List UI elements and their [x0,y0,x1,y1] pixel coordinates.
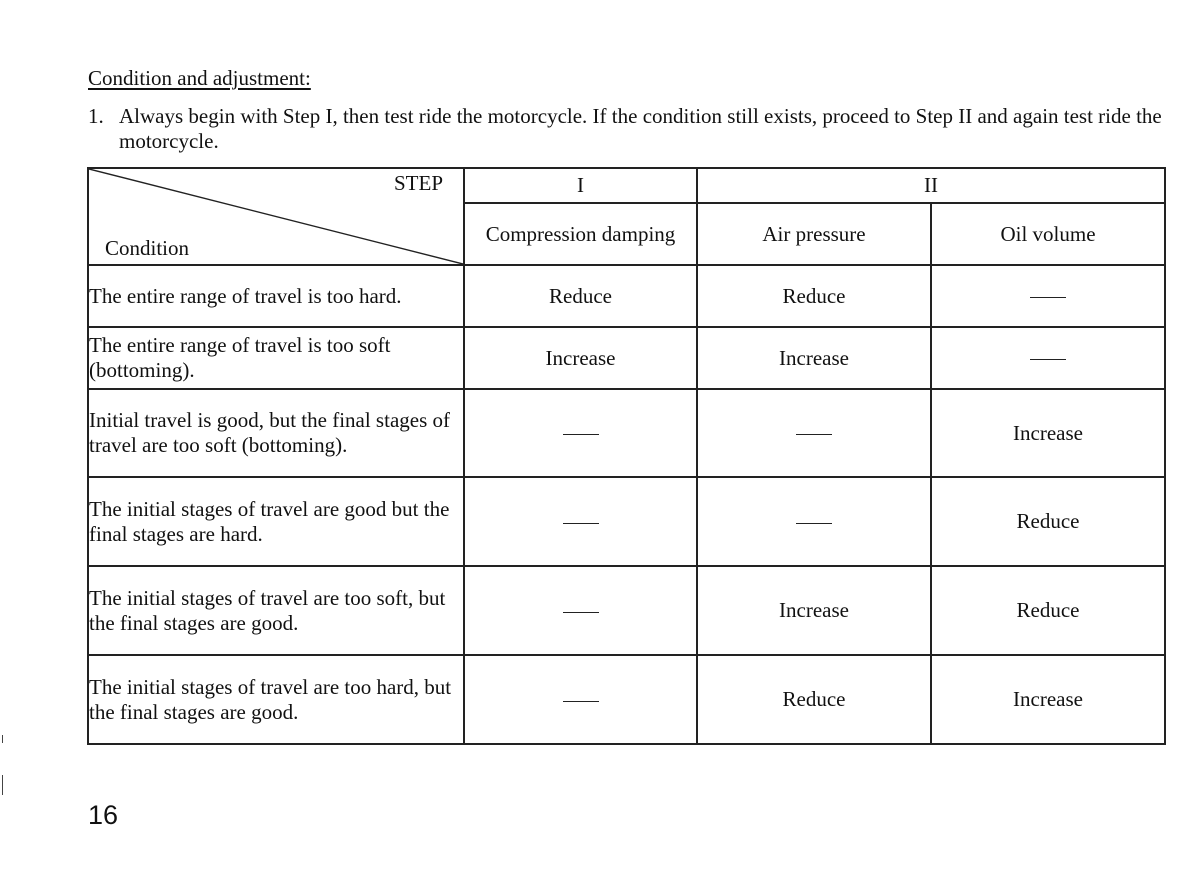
step-one-header: I [464,168,697,203]
oil-cell: Increase [931,655,1165,744]
condition-cell: The entire range of travel is too soft (bottoming). [88,327,464,389]
compression-cell: Increase [464,327,697,389]
air-cell: Increase [697,327,931,389]
no-adjustment-dash [563,434,599,435]
table-row [88,265,1165,327]
compression-cell [464,477,697,566]
adjustment-table [87,167,1166,745]
oil-volume-header: Oil volume [931,203,1165,265]
condition-cell: The initial stages of travel are too hard, but the final stages are good. [88,655,464,744]
no-adjustment-dash [1030,359,1066,360]
page-number: 16 [88,800,119,830]
condition-label: Condition [105,236,190,260]
edge-mark [2,735,3,743]
compression-cell [464,655,697,744]
instruction-number: 1. [88,104,104,128]
no-adjustment-dash [1030,297,1066,298]
section-heading: Condition and adjustment: [88,66,311,90]
no-adjustment-dash [563,701,599,702]
table-row [88,327,1165,389]
no-adjustment-dash [796,434,832,435]
no-adjustment-dash [796,523,832,524]
compression-damping-header: Compression damping [464,203,697,265]
oil-cell [931,327,1165,389]
no-adjustment-dash [563,612,599,613]
condition-cell: The entire range of travel is too hard. [88,265,464,327]
oil-cell [931,265,1165,327]
condition-cell: The initial stages of travel are too soft, but the final stages are good. [88,566,464,655]
oil-cell: Reduce [931,566,1165,655]
table-row [88,389,1165,477]
step-label: STEP [393,171,443,195]
air-cell: Reduce [697,655,931,744]
table-row [88,477,1165,566]
condition-cell: Initial travel is good, but the final stages of travel are too soft (bottoming). [88,389,464,477]
air-cell [697,389,931,477]
step-two-header: II [697,168,1165,203]
air-cell: Reduce [697,265,931,327]
table-row [88,655,1165,744]
oil-cell: Reduce [931,477,1165,566]
instruction-text: Always begin with Step I, then test ride the motorcycle. If the condition still exists, proceed to Step II and again test ride the motorcycle. [119,104,1162,153]
air-cell [697,477,931,566]
oil-cell: Increase [931,389,1165,477]
compression-cell: Reduce [464,265,697,327]
table-row [88,566,1165,655]
edge-mark [2,775,3,795]
instruction-item [88,104,1178,154]
compression-cell [464,566,697,655]
condition-cell: The initial stages of travel are good but the final stages are hard. [88,477,464,566]
no-adjustment-dash [563,523,599,524]
corner-header-cell [88,168,464,265]
air-pressure-header: Air pressure [697,203,931,265]
air-cell: Increase [697,566,931,655]
compression-cell [464,389,697,477]
